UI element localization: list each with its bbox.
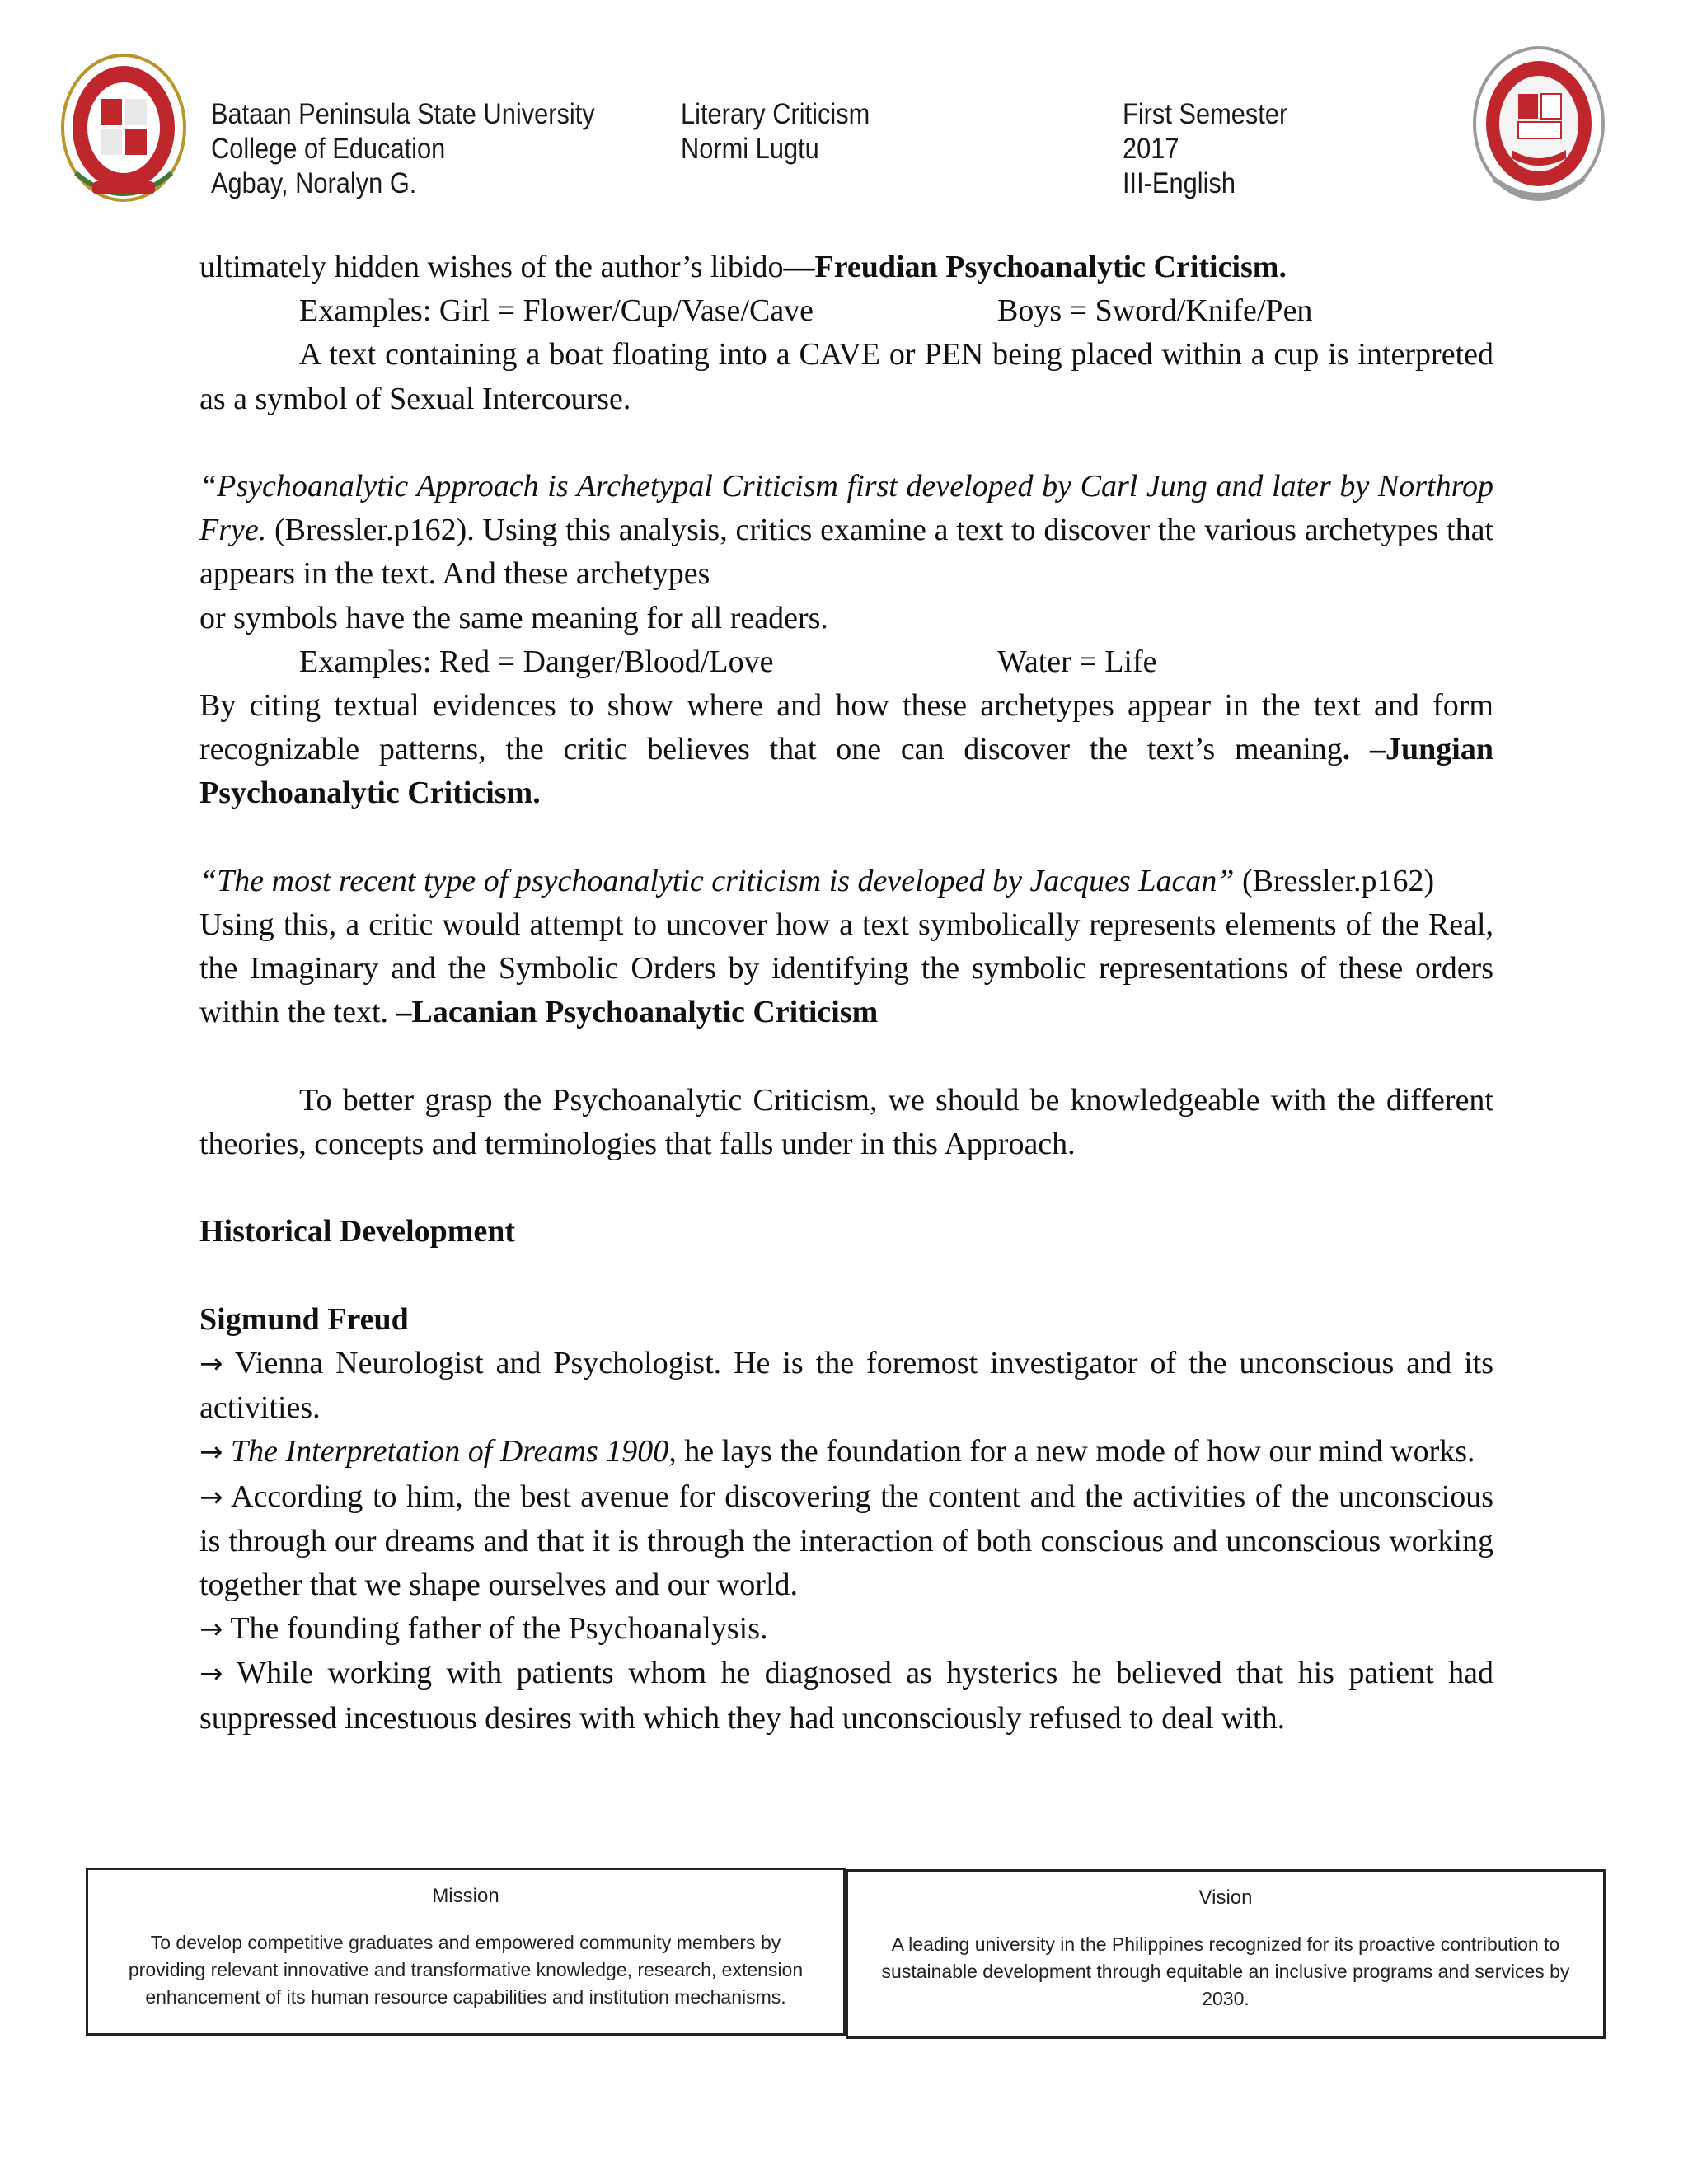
year: 2017 xyxy=(1123,133,1179,165)
instructor-name: Normi Lugtu xyxy=(681,133,819,165)
bullet-2: → The Interpretation of Dreams 1900, he lays the foundation for a new mode of how our mind works. xyxy=(199,1434,1475,1469)
document-body xyxy=(199,246,1493,1741)
author-name: Agbay, Noralyn G. xyxy=(211,167,417,199)
heading-historical-development: Historical Development xyxy=(199,1214,516,1249)
arrow-right-icon: → xyxy=(199,1347,223,1380)
header-institution xyxy=(211,97,595,201)
college-of-education-seal-icon xyxy=(1469,43,1609,208)
header-term xyxy=(1123,97,1287,201)
vision-text: A leading university in the Philippines recognized for its proactive contribution to sustainable development through equitable an inclusive programs and services by 2030. xyxy=(881,1933,1570,2009)
examples-jungian: Examples: Red = Danger/Blood/Love Water = Life xyxy=(299,644,1157,679)
arrow-right-icon: → xyxy=(199,1436,223,1469)
paragraph-freudian: ultimately hidden wishes of the author’s libido—Freudian Psychoanalytic Criticism. xyxy=(199,250,1287,284)
bullet-5: → While working with patients whom he diagnosed as hysterics he believed that his patient had suppressed incestuous desires with which they had unconsciously refused to deal with. xyxy=(199,1656,1493,1736)
paragraph-jungian: By citing textual evidences to show where and how these archetypes appear in the text and form recognizable patterns, the critic believes that one can discover the text’s meaning. –Jungian Psychoanalytic Criticism. xyxy=(199,688,1493,811)
header-course xyxy=(681,97,870,166)
mission-text: To develop competitive graduates and empowered community members by providing relevant innovative and transformative knowledge, research, extension enhancement of its human resource capabilities and institution mechanisms. xyxy=(128,1932,804,2008)
paragraph-archetypal-cont: or symbols have the same meaning for all readers. xyxy=(199,600,828,635)
university-seal-icon xyxy=(59,49,188,206)
bullet-1: → Vienna Neurologist and Psychologist. He is the foremost investigator of the unconscious and its activities. xyxy=(199,1346,1493,1426)
arrow-right-icon: → xyxy=(199,1613,223,1647)
paragraph-boat: A text containing a boat floating into a CAVE or PEN being placed within a cup is interpreted as a symbol of Sexual Intercourse. xyxy=(199,337,1493,416)
bullet-3: → According to him, the best avenue for discovering the content and the activities of the unconscious is through our dreams and that it is through the interaction of both conscious and unconscious working together that we shape ourselves and our world. xyxy=(199,1479,1493,1603)
mission-title: Mission xyxy=(432,1885,499,1907)
semester: First Semester xyxy=(1123,98,1288,130)
mission-box xyxy=(86,1868,846,2036)
arrow-right-icon: → xyxy=(199,1480,223,1514)
paragraph-lacanian: Using this, a critic would attempt to uncover how a text symbolically represents elements of the Real, the Imaginary and the Symbolic Orders by identifying the symbolic representations of these orders within the text. –Lacanian Psychoanalytic Criticism xyxy=(199,907,1493,1030)
section: III-English xyxy=(1123,167,1236,199)
vision-box xyxy=(846,1869,1606,2039)
paragraph-archetypal: “Psychoanalytic Approach is Archetypal Criticism first developed by Carl Jung and later by Northrop Frye. (Bressler.p162). Using this analysis, critics examine a text to discover the various archetypes that appears in the text. And these archetypes xyxy=(199,469,1493,592)
paragraph-grasp: To better grasp the Psychoanalytic Criticism, we should be knowledgeable with the different theories, concepts and terminologies that falls under in this Approach. xyxy=(199,1082,1493,1162)
university-name: Bataan Peninsula State University xyxy=(211,98,595,130)
examples-freudian: Examples: Girl = Flower/Cup/Vase/Cave Boys = Sword/Knife/Pen xyxy=(299,293,1313,329)
heading-sigmund-freud: Sigmund Freud xyxy=(199,1301,409,1337)
vision-title: Vision xyxy=(1198,1886,1253,1909)
college-name: College of Education xyxy=(211,133,446,165)
paragraph-lacan-quote: “The most recent type of psychoanalytic criticism is developed by Jacques Lacan” (Bressler.p162) xyxy=(199,863,1435,898)
bullet-4: → The founding father of the Psychoanalysis. xyxy=(199,1611,768,1647)
course-name: Literary Criticism xyxy=(681,98,870,130)
arrow-right-icon: → xyxy=(199,1657,223,1691)
